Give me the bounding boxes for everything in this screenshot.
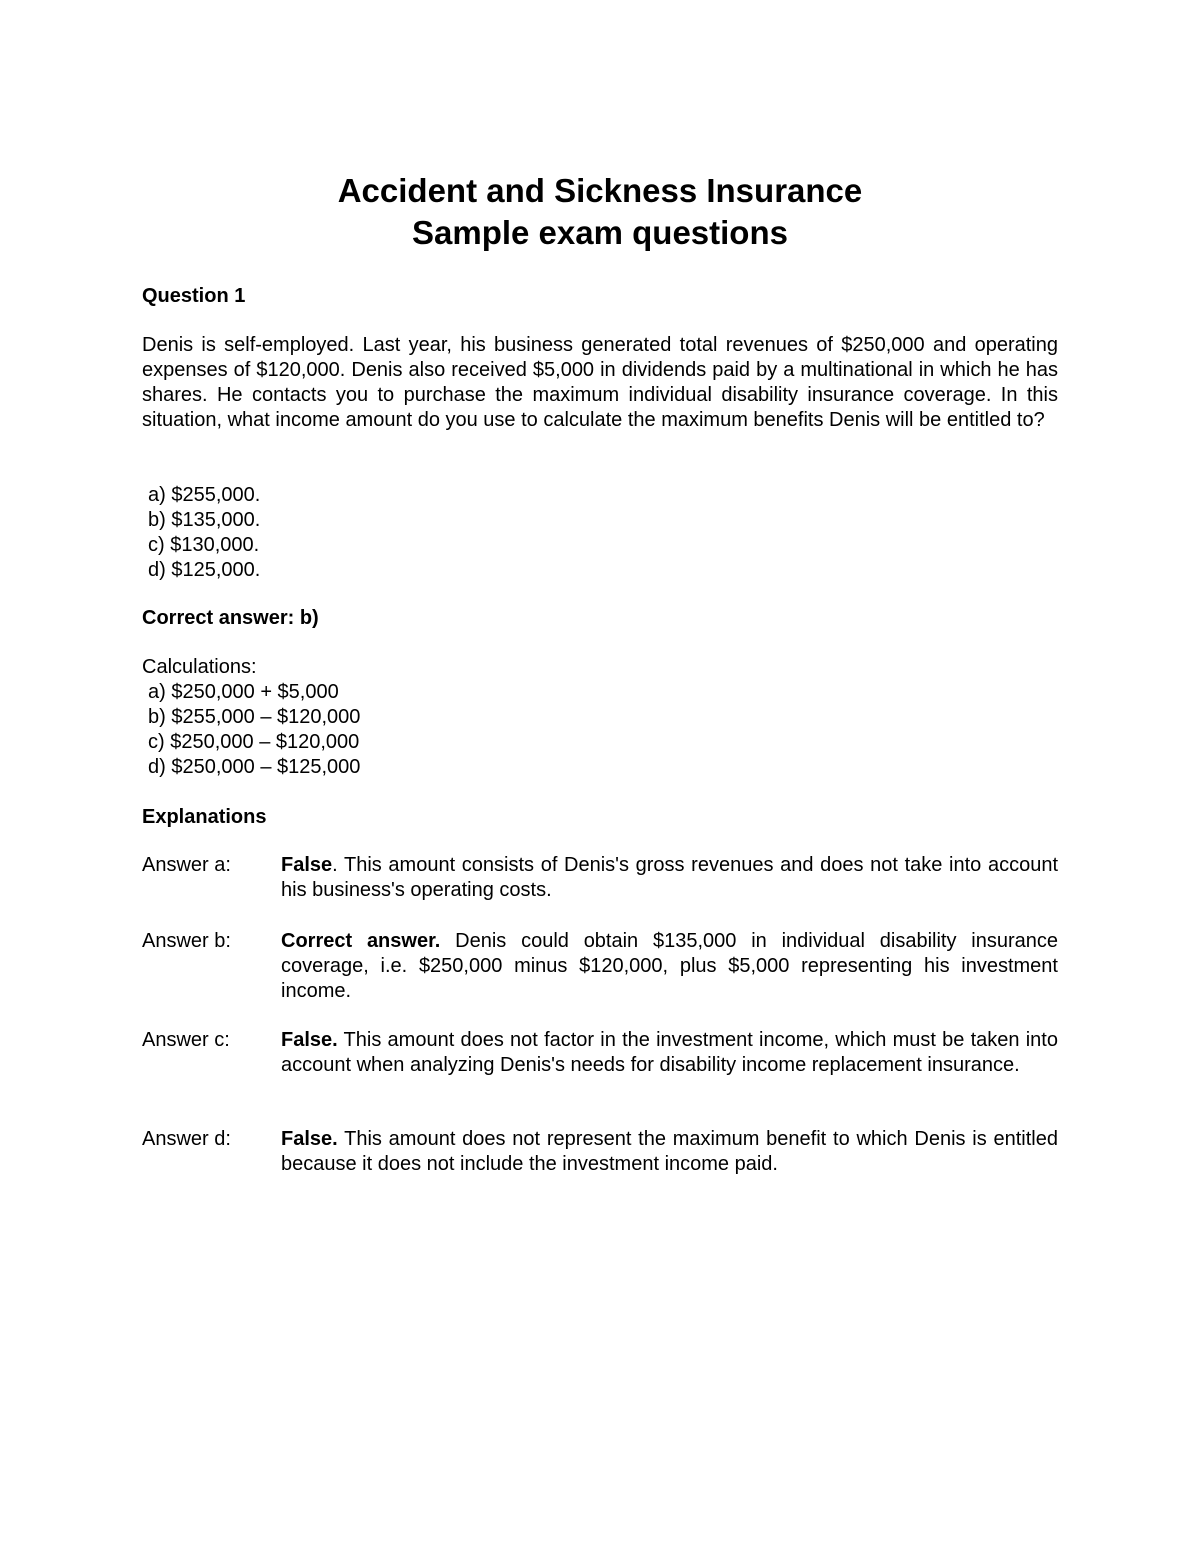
explanation-text — [281, 929, 1058, 1004]
calculations-list — [148, 680, 360, 780]
document-title — [142, 170, 1058, 254]
explanation-label: Answer a: — [142, 854, 231, 876]
correct-answer: Correct answer: b) — [142, 607, 319, 629]
explanation-verdict: Correct answer. — [281, 930, 441, 952]
option-a: a) $255,000. — [148, 484, 261, 506]
calculations-label: Calculations: — [142, 656, 257, 678]
calculation-a: a) $250,000 + $5,000 — [148, 681, 339, 703]
answer-options — [148, 483, 260, 583]
explanation-text — [281, 1127, 1058, 1177]
explanation-body: This amount does not represent the maximum benefit to which Denis is entitled because it does not include the investment income paid. — [281, 1128, 1058, 1175]
option-b: b) $135,000. — [148, 509, 261, 531]
option-c: c) $130,000. — [148, 534, 260, 556]
explanation-text — [281, 1028, 1058, 1078]
explanation-verdict: False. — [281, 1128, 338, 1150]
explanation-verdict: False — [281, 854, 333, 876]
explanation-body: Denis could obtain $135,000 in individual disability insurance coverage, i.e. $250,000 minus $120,000, plus $5,000 representing his investment income. — [281, 930, 1058, 1002]
question-body: Denis is self-employed. Last year, his business generated total revenues of $250,000 and operating expenses of $120,000. Denis also received $5,000 in dividends paid by a multinational in which he has shares. He contacts you to purchase the maximum individual disability insurance coverage. In this situation, what income amount do you use to calculate the maximum benefits Denis will be entitled to? — [142, 334, 1058, 431]
calculation-d: d) $250,000 – $125,000 — [148, 756, 361, 778]
explanation-verdict: False. — [281, 1029, 338, 1051]
explanation-body: This amount does not factor in the investment income, which must be taken into account when analyzing Denis's needs for disability income replacement insurance. — [281, 1029, 1058, 1076]
explanation-text — [281, 853, 1058, 903]
title-line-2: Sample exam questions — [412, 214, 788, 251]
option-d: d) $125,000. — [148, 559, 261, 581]
explanation-body: . This amount consists of Denis's gross revenues and does not take into account his business's operating costs. — [281, 854, 1058, 901]
calculation-b: b) $255,000 – $120,000 — [148, 706, 361, 728]
calculation-c: c) $250,000 – $120,000 — [148, 731, 360, 753]
title-line-1: Accident and Sickness Insurance — [337, 172, 863, 209]
question-heading: Question 1 — [142, 285, 246, 307]
explanations-heading: Explanations — [142, 806, 267, 828]
explanation-label: Answer d: — [142, 1128, 231, 1150]
explanation-label: Answer c: — [142, 1029, 230, 1051]
explanation-label: Answer b: — [142, 930, 231, 952]
